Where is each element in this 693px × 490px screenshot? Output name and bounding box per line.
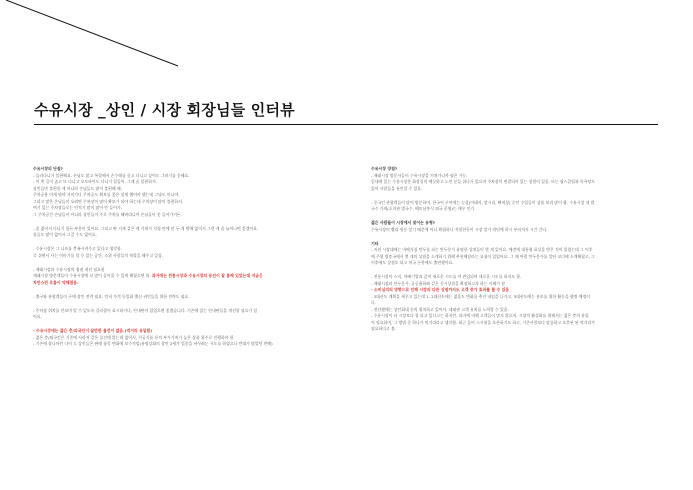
interview-paragraph: [371, 200, 661, 213]
interview-paragraph: [33, 294, 328, 301]
interview-line: - 수유시장이 타 시장보다 칠 되고 있다고는 하지만, 과거에 비해 고객들이 많지 않으며. 시장의 활성화를 위해서는 젊은 층의 유입: [371, 313, 589, 318]
interview-line: - 3대산도 계획을 세우고 있는데 1. 2대산도에는 젊음도 변화를 추진 내임을 나가고, 3대산도에는 홍보를 위한 활동을 했정 예정이: [371, 293, 590, 299]
interview-line: - 전통시장이 스지, 마배기업과 같이 새로운 시도를 이 관입되며 새로운 시도를 하지도 함.: [371, 274, 522, 279]
interview-line: - 재래시장과 수유시장의 접점 개선 필요함: [33, 266, 105, 272]
interview-paragraph: [33, 166, 328, 218]
interview-paragraph: [33, 328, 328, 348]
body-text: 재래시장 방문객들이 수유시장에 더 많이 들어올 수 있게 해줬으면 함.: [33, 273, 152, 278]
interview-line: - 중국인 관광객들이 많이 방문하며, 한국어 구어에는 능상(이태서, 말시리, 뻐쳐상) 중인 수입들이 상품 보러 많이 왕. 수유시장 내 발: [371, 199, 595, 205]
title-underline: [34, 124, 658, 125]
interview-line: 주차공용 이게 뭐야 거의가다 주차공도 확보를 좋은 설계 했어야 했는데 그냥도 아니야.: [33, 192, 180, 197]
interview-line: 필요하다고 봄.: [371, 326, 397, 331]
interview-line: - 젊은 층/외국인은 기존에 사라져 같은 물건에 않는데 없어서, 가공식품 등의 부가가치가 높은 상품 위주로 진행하야 함: [33, 334, 234, 340]
interview-line: 어요.: [33, 314, 42, 319]
interview-line: 국수 가게(호지관 발국수, 베트남풍식 외국 운영)는 매우 인기.: [371, 206, 476, 211]
interview-line: - 재래시장 방문자들이 수유시장을 거쳐가니까 평은 가능.: [371, 172, 468, 178]
question-heading: 기타: [371, 240, 379, 246]
interview-line: - 주차장 위치를 안보며 알 수 있도록 길라잡이 표시하거나, 안내판이 있었으면 좋겠습니다. 기존에 있는 안내판들을 개선할 필요가 있: [33, 307, 258, 313]
interview-line: - 좀 젊어서 다니기 힘든 부분이 있어요. 그리고 딴 거게 같은 게 가게가 지정 안에 안 두 게 밖에 없어서 그런 게 좀 늘어나면 좋겠어요.: [33, 225, 259, 231]
interview-line: 그리고 많은 손님들이 오려면 주차장이 많이 확보가 되야 하는데 주차장이 많이 불편하지.: [33, 198, 184, 204]
highlight-line: 차만스런 흐름이 약해졌음.: [33, 279, 79, 285]
right-column: [371, 166, 661, 340]
question-heading: 젊은 사람들이 시장에서 찾이는 유형?: [371, 220, 436, 225]
highlight-text: 과거에는 전통시장과 수유시장의 동선이 잘 통해 있었는데 지금은: [151, 273, 263, 278]
interview-paragraph: [371, 241, 661, 267]
question-heading: 수유시장의 단점?: [33, 166, 63, 171]
left-column: [33, 166, 328, 355]
interview-line: 즉 쉬면서 사는 이마기를 할 수 있는 공간, 소위 사람들의 역할을 해주고 있음.: [33, 252, 164, 258]
interview-line: 있어 사람들을 유인할 수 있음.: [371, 185, 423, 191]
interview-line: - 출구와 관광객들이 구매 장인 전략 필요. 먼저 가격 등일화 출신 귀빈들을 위한 전략도 필요.: [33, 293, 190, 299]
interview-line: - 전산했에는 상인회대 등의 위치하고 있어서, 대대관 고객 유치를 노력할 수 있음.: [371, 306, 509, 312]
highlight-line: - 수유시장에는 젊은 층/외국인이 살만한 물건이 없음.(먹거리 유일함): [33, 328, 153, 333]
interview-line: 물류도 많이 없어서 그걸 수도 없어요.: [33, 232, 97, 237]
interview-paragraph: [371, 274, 661, 333]
interview-line: 여기 있는 주차장들로는 턴적기 많이 많아 안 들어가.: [33, 205, 122, 210]
interview-paragraph: [33, 308, 328, 321]
interview-line: - 둘러다니기 불편해요. 손님도 많고 복잡해서 손수레를 끌고 다니고 싶어도 그러기를 못해요.: [33, 172, 190, 178]
interview-line: 그 주차공간 손님들이 아니라 상인들이 주로 주차를 해버리니까 손님들이 못 들어가거든.: [33, 211, 182, 217]
interview-line: 이 필요하며, 그 방법 중 하나가 먹거리라고 생각함. 최근 들어 스시점을 오픈하기도 하고, 기존사람보다 말끔하고 오후된 된 먹거리가: [371, 319, 595, 325]
page-title: 수유시장 _상인 / 시장 회장님들 인터뷰: [34, 101, 295, 119]
question-heading: 수유시장 장점?: [371, 166, 398, 171]
interview-line: - 이 쪽 길이 좁고 또 다니고 오토바이도 다니기 힘들어. 그게 좀 불편하지.: [33, 179, 157, 184]
interview-line: 이후에도 상점도 되고 의국 돈항에도 출연했어요.: [371, 260, 454, 265]
interview-line: 다.: [371, 300, 376, 305]
interview-line: 수유시장이 빨리 원동 앞기 때문에 아니 확립하나 적합한듯이 시장 앞가 작년에 하시 부러져서 시간 간다.: [371, 226, 548, 232]
interview-paragraph: [33, 226, 328, 239]
interview-paragraph: [371, 166, 661, 192]
interview-line: 상인들만 불편한 게 아니라 손님들도 많이 불편해 해.: [33, 185, 122, 191]
interview-line: - 재래시장과 만두몽가, 공공흡하와 같은 신시상점을 확장하고자 하는 사례가 잠: [371, 280, 506, 286]
interview-line: - 기존에 잘나마던 나이 드 상인들은 판매 품목 변화에 보수적임(유명상회의 상인 2세가 업종을 바꾸려는 시도를 하였으나 반대가 많았던 반례): [33, 341, 273, 346]
highlight-line: - 소비심리의 영향으로 인해 시장의 다른 상점까지도 고객 증가 효과를 볼 수 있음: [371, 287, 510, 292]
interview-paragraph: [33, 267, 328, 287]
interview-line: 에 주위 방송국에서 몇 개의 상점을 소개하기 위해 추천해달라는 요청이 있었어요. 그 때 여럿 만두몽가를 일단 코너에 소개해줬고, 그: [371, 253, 595, 259]
interview-paragraph: [33, 246, 328, 259]
interview-paragraph: [371, 220, 661, 233]
interview-line: 일내에 있는 수유시장은 화장실이 깨끗하고 노인 분들 쉬다가 있으며 주차장이 연결되어 있는 장점이 있음. 또는 필스클럽과 목욕탕도: [371, 179, 595, 184]
interview-line: - 지원 시장대에는 마베가칩 만두를 파는 만두몽가 유명한 상점들이 몇 개 있어요. 예전에 대통령 표상을 받은 적이 있었는데 그 이후: [371, 247, 593, 252]
interview-line: - 수유시장은 그 니즈를 충족시켜주고 있다고 생각함.: [33, 246, 122, 251]
